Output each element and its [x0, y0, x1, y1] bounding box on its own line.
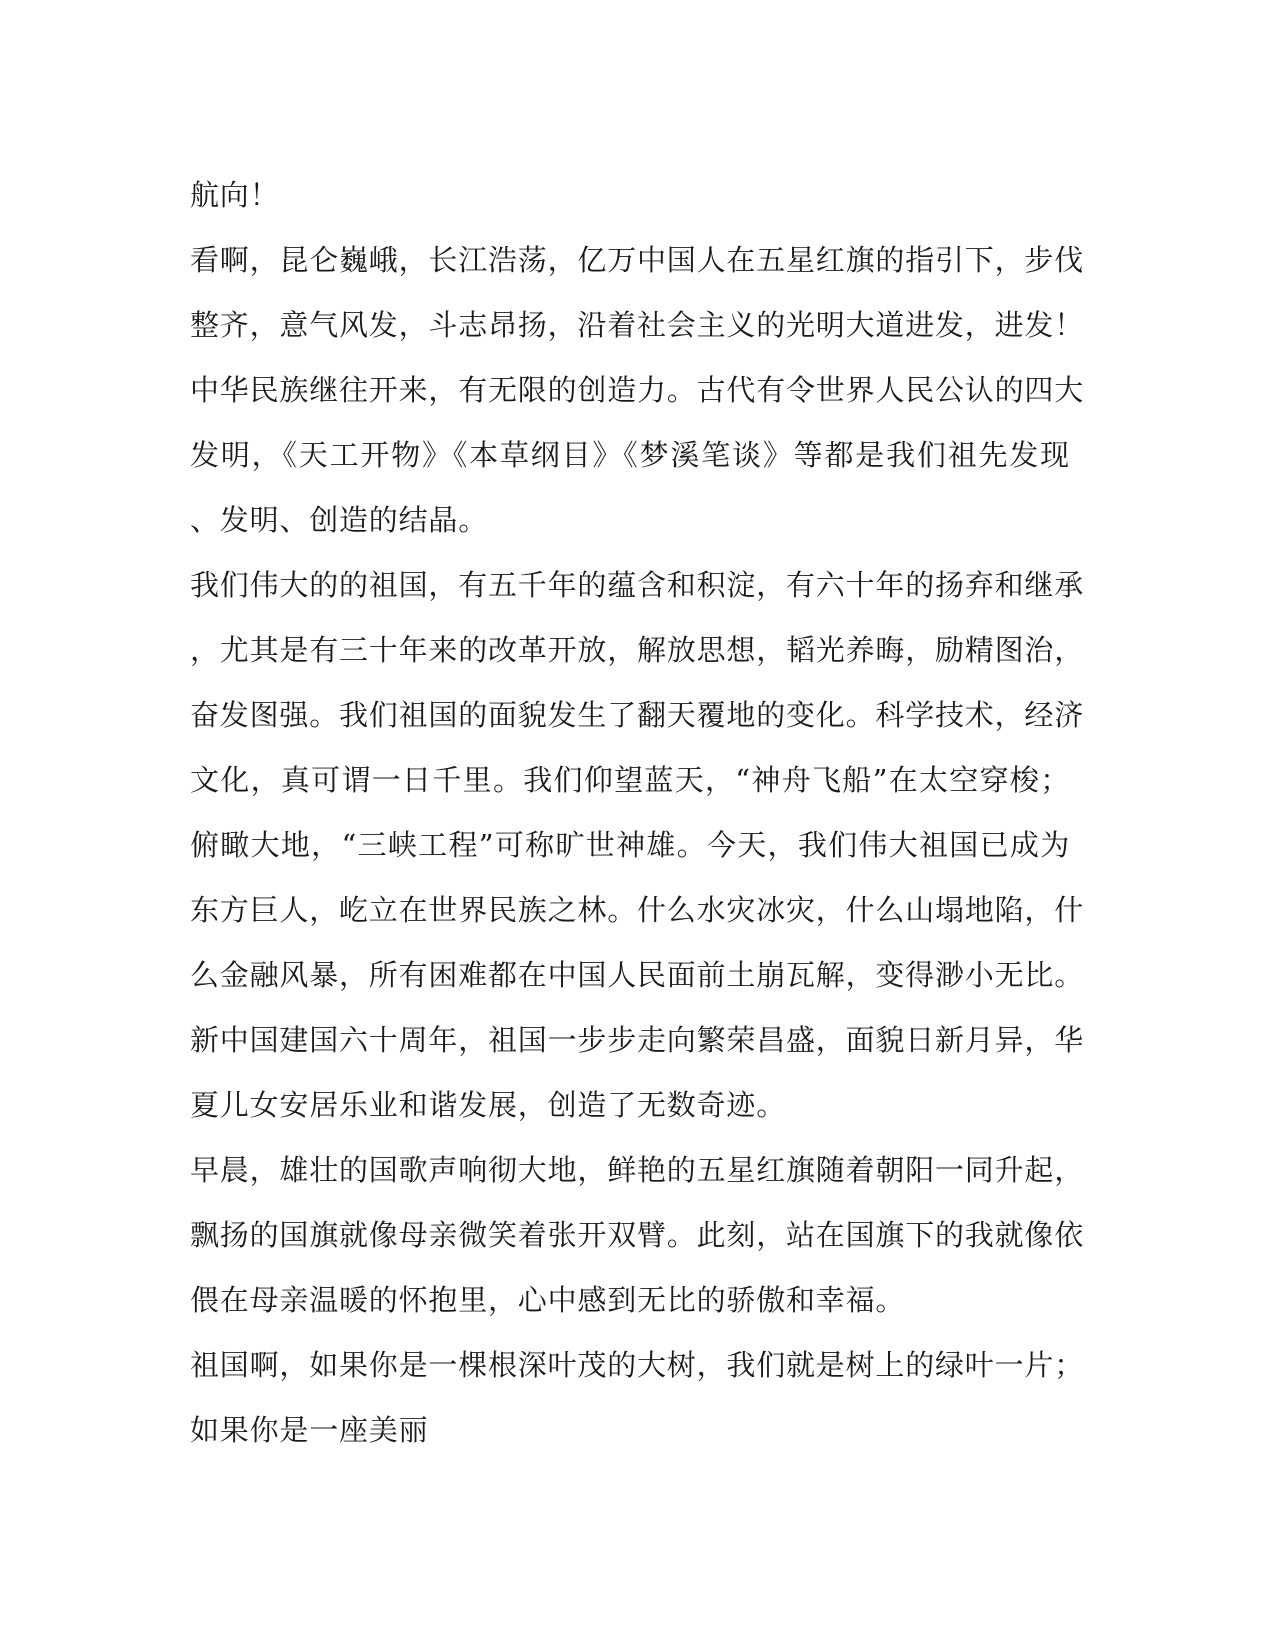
text-line: 祖国啊，如果你是一棵根深叶茂的大树，我们就是树上的绿叶一片； — [190, 1348, 1085, 1382]
text-line: 发明，《天工开物》《本草纲目》《梦溪笔谈》等都是我们祖先发现 — [190, 438, 1070, 472]
text-line: 偎在母亲温暖的怀抱里，心中感到无比的骄傲和幸福。 — [190, 1283, 906, 1317]
text-line: 文化，真可谓一日千里。我们仰望蓝天，“神舟飞船”在太空穿梭； — [190, 763, 1070, 797]
text-line: 奋发图强。我们祖国的面貌发生了翻天覆地的变化。科学技术，经济 — [190, 698, 1085, 732]
text-line: 夏儿女安居乐业和谐发展，创造了无数奇迹。 — [190, 1088, 787, 1122]
text-line: 俯瞰大地，“三峡工程”可称旷世神雄。今天，我们伟大祖国已成为 — [190, 828, 1070, 862]
text-line: 航向！ — [190, 178, 280, 212]
text-line: 么金融风暴，所有困难都在中国人民面前土崩瓦解，变得渺小无比。 — [190, 958, 1085, 992]
text-line: 我们伟大的的祖国，有五千年的蕴含和积淀，有六十年的扬弃和继承 — [190, 568, 1085, 602]
text-line: 、发明、创造的结晶。 — [190, 503, 489, 537]
text-line: 如果你是一座美丽 — [190, 1413, 429, 1447]
text-line: 东方巨人，屹立在世界民族之林。什么水灾冰灾，什么山塌地陷，什 — [190, 893, 1085, 927]
text-line: 新中国建国六十周年，祖国一步步走向繁荣昌盛，面貌日新月异，华 — [190, 1023, 1085, 1057]
text-line: 早晨，雄壮的国歌声响彻大地，鲜艳的五星红旗随着朝阳一同升起， — [190, 1153, 1085, 1187]
text-line: 飘扬的国旗就像母亲微笑着张开双臂。此刻，站在国旗下的我就像依 — [190, 1218, 1085, 1252]
text-line: 看啊，昆仑巍峨，长江浩荡，亿万中国人在五星红旗的指引下，步伐 — [190, 243, 1085, 277]
text-line: 中华民族继往开来，有无限的创造力。古代有令世界人民公认的四大 — [190, 373, 1085, 407]
text-line: 整齐，意气风发，斗志昂扬，沿着社会主义的光明大道进发，进发！ — [190, 308, 1085, 342]
text-line: ，尤其是有三十年来的改革开放，解放思想，韬光养晦，励精图治， — [190, 633, 1085, 667]
document-text — [190, 163, 1085, 1463]
